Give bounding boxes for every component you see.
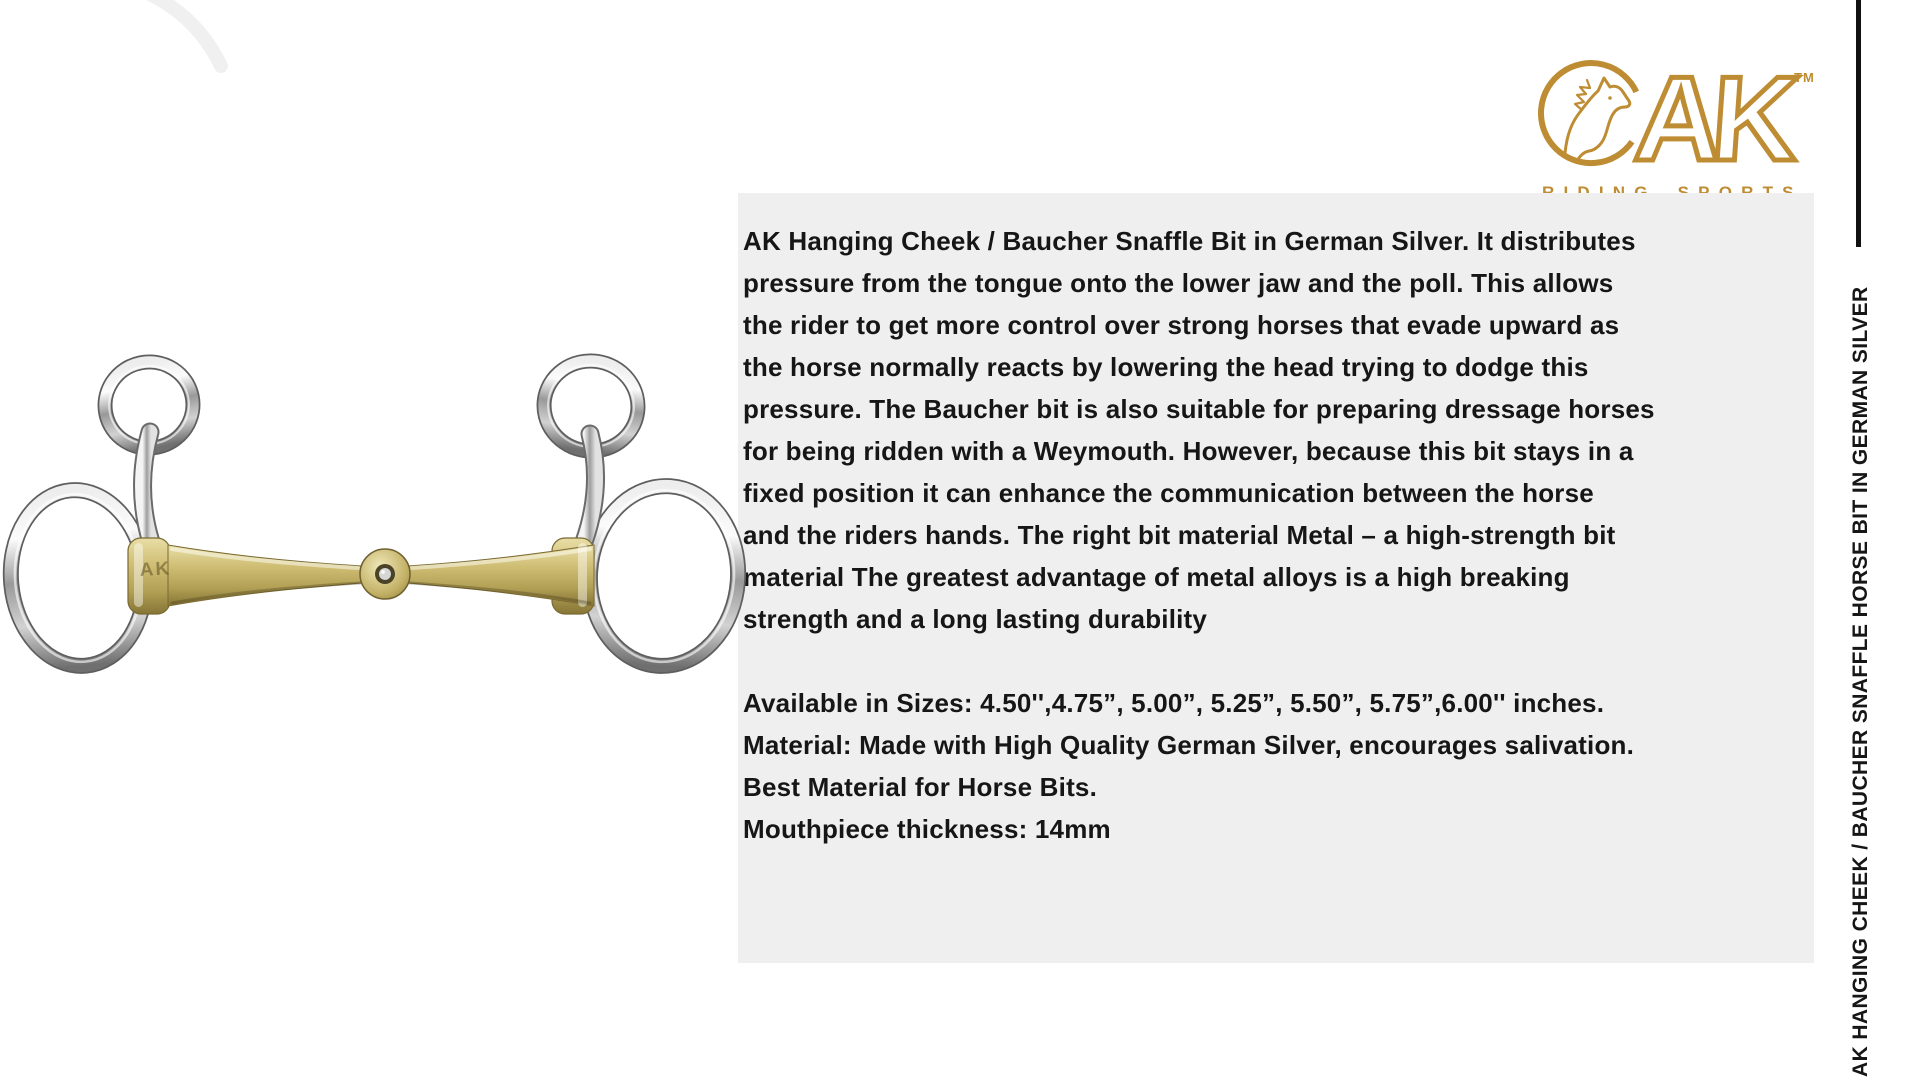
product-image — [0, 335, 750, 680]
vertical-product-title-box — [1845, 259, 1877, 1077]
text-line: Best Material for Horse Bits. — [743, 772, 1098, 802]
description-paragraph — [743, 220, 1806, 640]
text-line: pressure. The Baucher bit is also suitable for preparing dressage horses — [743, 394, 1655, 424]
text-line: Material: Made with High Quality German Silver, encourages salivation. — [743, 730, 1635, 760]
text-line: AK Hanging Cheek / Baucher Snaffle Bit in German Silver. It distributes — [743, 226, 1636, 256]
bit-right-stem — [584, 434, 596, 542]
text-line: and the riders hands. The right bit material Metal – a high-strength bit — [743, 520, 1616, 550]
bit-engraving: AK — [139, 558, 172, 581]
text-line: the horse normally reacts by lowering the head trying to dodge this — [743, 352, 1589, 382]
text-line: the rider to get more control over strong horses that evade upward as — [743, 310, 1620, 340]
bit-left-stem — [143, 432, 151, 542]
text-line: Mouthpiece thickness: 14mm — [743, 814, 1111, 844]
specs-list — [743, 682, 1806, 850]
text-line: fixed position it can enhance the communication between the horse — [743, 478, 1594, 508]
bit-right-large-ring — [584, 481, 744, 671]
text-line: strength and a long lasting durability — [743, 604, 1208, 634]
logo-tm-mark: TM — [1794, 70, 1815, 85]
paragraph-spacer — [743, 640, 1806, 682]
brand-logo — [1532, 52, 1832, 204]
faint-arc-decoration — [0, 0, 280, 130]
vertical-rule — [1856, 0, 1861, 247]
vertical-product-title: AK HANGING CHEEK / BAUCHER SNAFFLE HORSE BIT IN GERMAN SILVER — [1849, 286, 1872, 1077]
text-line: for being ridden with a Weymouth. However, because this bit stays in a — [743, 436, 1634, 466]
bit-center-joint — [360, 549, 410, 599]
description-panel — [738, 193, 1814, 963]
text-line: Available in Sizes: 4.50'',4.75”, 5.00”, 5.25”, 5.50”, 5.75”,6.00'' inches. — [743, 688, 1605, 718]
logo-circle-icon — [1541, 63, 1636, 163]
text-line: pressure from the tongue onto the lower jaw and the poll. This allows — [743, 268, 1614, 298]
logo-brand-text: AK — [1630, 52, 1794, 186]
text-line: material The greatest advantage of metal alloys is a high breaking — [743, 562, 1570, 592]
horse-head-icon — [1565, 78, 1630, 162]
